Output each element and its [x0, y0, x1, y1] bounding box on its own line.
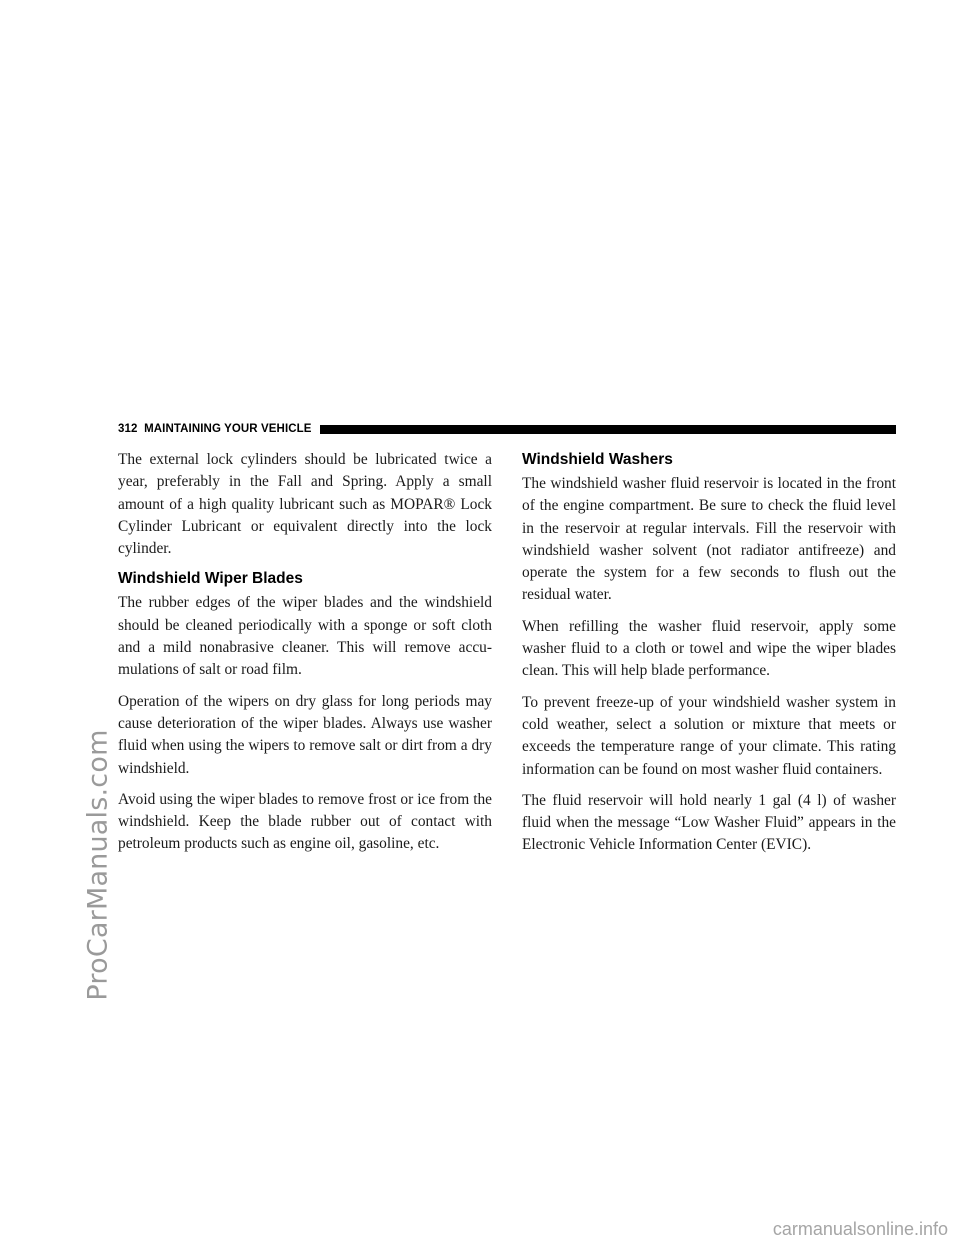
wiper-blades-heading: Windshield Wiper Blades [118, 570, 303, 588]
dry-glass-paragraph: Operation of the wipers on dry glass for long periods may cause deterioration of the wiper blades. Always use washer fluid when using the wipers to remove salt or dirt from a dry windshield. [118, 692, 492, 777]
freeze-up-paragraph: To prevent freeze-up of your windshield washer system in cold weather, select a solution or mixture that meets or exceeds the temperature range of your climate. This rating information can be found on most washer fluid containers. [522, 693, 896, 778]
page-header [118, 421, 896, 437]
header-rule [320, 425, 896, 434]
washers-heading: Windshield Washers [522, 451, 673, 468]
right-column [522, 449, 896, 866]
reservoir-location-paragraph: The windshield washer fluid reservoir is located in the front of the engine compartment. Be sure to check the fluid level in the reservoir at regular intervals. Fill the reservoir with windshield washer solvent (not radiator antifreeze) and operate the system for a few seconds to flush out the residual water. [522, 475, 896, 604]
footer-watermark: carmanualsonline.info [772, 1219, 948, 1239]
side-watermark [80, 505, 116, 1225]
section-title: MAINTAINING YOUR VEHICLE [144, 423, 312, 435]
refilling-paragraph: When refilling the washer fluid reservoir, apply some washer fluid to a cloth or towel and wipe the wiper blades clean. This will help blade performance. [522, 617, 896, 680]
page-header-text [118, 423, 312, 435]
frost-ice-paragraph: Avoid using the wiper blades to remove frost or ice from the windshield. Keep the blade rubber out of contact with petroleum products such as engine oil, gasoline, etc. [118, 790, 492, 853]
reservoir-capacity-paragraph: The fluid reservoir will hold nearly 1 gal (4 l) of washer fluid when the message “Low Washer Fluid” appears in the Electronic Vehicle Information Center (EVIC). [522, 791, 896, 854]
lock-cylinder-paragraph: The external lock cylinders should be lubricated twice a year, preferably in the Fall and Spring. Apply a small amount of a high quality lubricant such as MOPAR® Lock Cylinder Lubricant or equivalent directly into the lock cylinder. [118, 451, 492, 558]
wiper-cleaning-paragraph: The rubber edges of the wiper blades and the windshield should be cleaned periodically with a sponge or soft cloth and a mild nonabrasive cleaner. This will remove accu-mulations of salt or road film. [118, 594, 492, 679]
page-number: 312 [118, 423, 138, 435]
left-column [118, 449, 492, 865]
side-watermark-text: ProCarManuals.com [82, 729, 114, 1001]
